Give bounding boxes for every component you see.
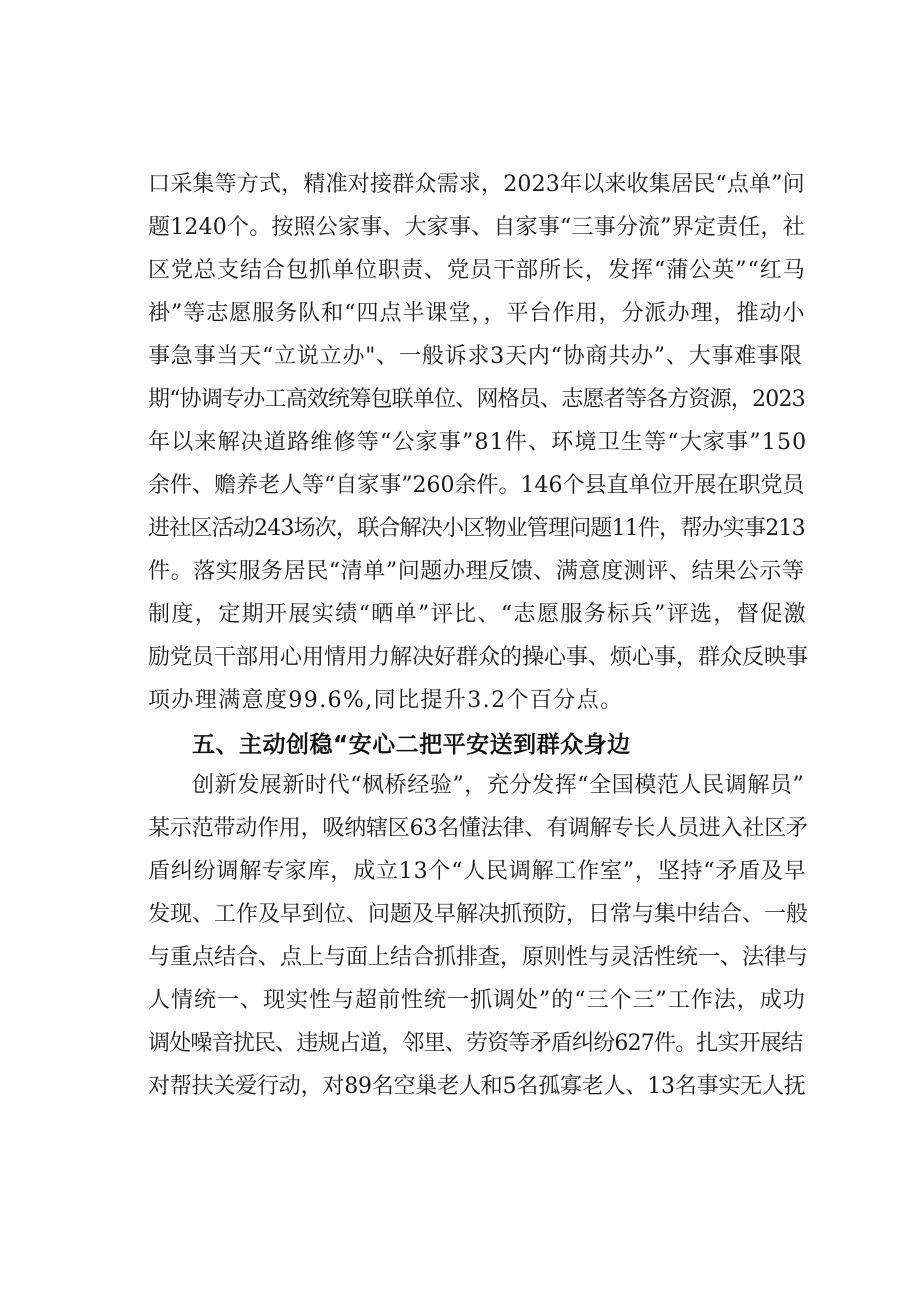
body-text-line: 年以来解决道路维修等“公家事”81件、环境卫生等“大家事”150 xyxy=(148,430,808,455)
body-text-line: 余件、赡养老人等“自家事”260余件。146个县直单位开展在职党员 xyxy=(148,473,805,498)
body-text-line: 制度，定期开展实绩“晒单”评比、“志愿服务标兵”评选，督促激 xyxy=(148,602,807,627)
body-text-line: 件。落实服务居民“清单”问题办理反馈、满意度测评、结果公示等 xyxy=(148,559,805,584)
body-text-line: 题1240个。按照公家事、大家事、自家事“三事分流”界定责任，社 xyxy=(148,215,805,240)
body-text-line: 事急事当天“立说立办"、一般诉求3天内“协商共办”、大事难事限 xyxy=(148,344,803,369)
body-text-line: 进社区活动243场次，联合解决小区物业管理问题11件，帮办实事213 xyxy=(148,516,805,541)
body-text-line: 与重点结合、点上与面上结合抓排查，原则性与灵活性统一、法律与 xyxy=(148,945,809,970)
body-text-line: 人情统一、现实性与超前性统一抓调处”的“三个三”工作法，成功 xyxy=(148,988,806,1013)
body-text-line: 调处噪音扰民、违规占道，邻里、劳资等矛盾纠纷627件。扎实开展结 xyxy=(148,1031,803,1056)
body-text-line: 盾纠纷调解专家库，成立13个“人民调解工作室”，坚持“矛盾及早 xyxy=(148,859,807,884)
body-text-line: 口采集等方式，精准对接群众需求，2023年以来收集居民“点单”问 xyxy=(148,172,805,197)
body-text-line: 褂”等志愿服务队和“四点半课堂，，平台作用，分派办理，推动小 xyxy=(148,301,806,326)
body-text-line: 创新发展新时代“枫桥经验”，充分发挥“全国模范人民调解员” xyxy=(192,773,805,798)
body-text-line: 发现、工作及早到位、问题及早解决抓预防，日常与集中结合、一般 xyxy=(148,902,809,927)
body-text-line: 对帮扶关爱行动，对89名空巢老人和5名孤寡老人、13名事实无人抚 xyxy=(148,1074,806,1099)
body-text-line: 项办理满意度99.6%,同比提升3.2个百分点。 xyxy=(148,688,624,713)
body-text-line: 期“协调专办工高效统筹包联单位、网格员、志愿者等各方资源，2023 xyxy=(148,387,805,412)
body-text-line: 励党员干部用心用情用力解决好群众的操心事、烦心事，群众反映事 xyxy=(148,645,809,670)
body-text-line: 区党总支结合包抓单位职责、党员干部所长，发挥“蒲公英”“红马 xyxy=(148,258,806,283)
body-text-line: 某示范带动作用，吸纳辖区63名懂法律、有调解专长人员进入社区矛 xyxy=(148,816,808,841)
section-heading: 五、主动创稳“安心二把平安送到群众身边 xyxy=(192,732,631,758)
